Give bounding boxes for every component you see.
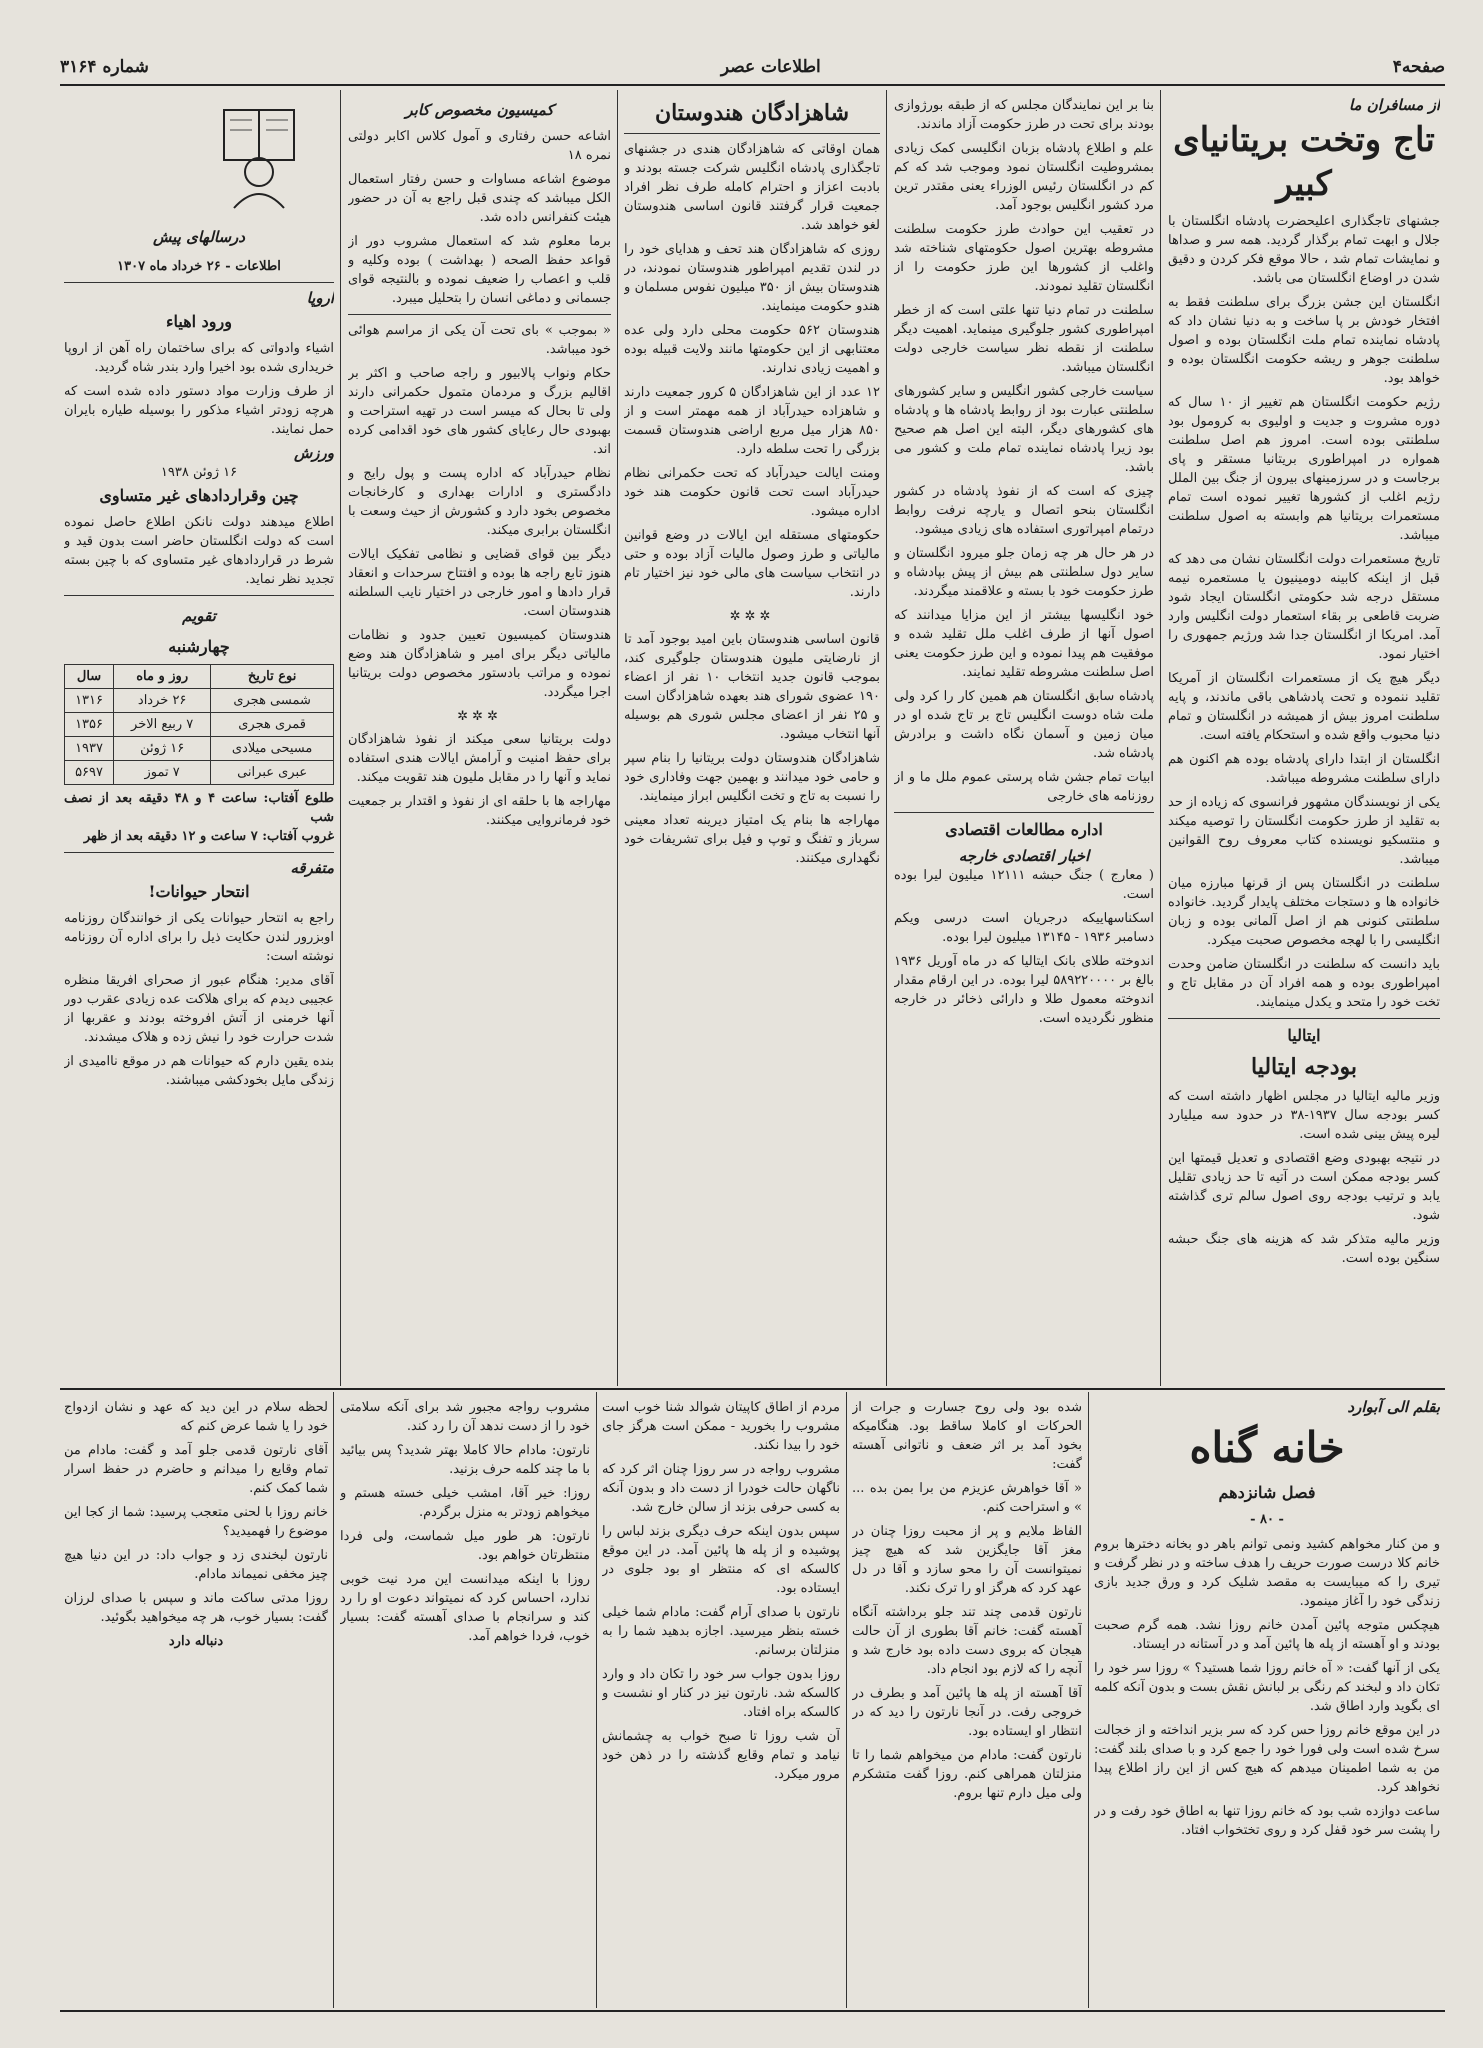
paper-name: اطلاعات عصر bbox=[720, 57, 821, 77]
paragraph: دولت بریتانیا سعی میکند از نفوذ شاهزادگان برای حفظ امنیت و آرامش ایالات هندی استفاده نماید و آنها را در مقابل ملیون هند تقویت میکند. bbox=[348, 732, 611, 785]
article-title: کمیسیون مخصوص کابر bbox=[405, 101, 554, 119]
paragraph: روزا بدون جواب سر خود را تکان داد و وارد کالسکه شد. نارتون نیز در کنار او نشست و کالسکه براه افتاد. bbox=[602, 1667, 840, 1720]
paragraph: شده بود ولی روح جسارت و جرات از الحرکات او کاملا ساقط بود. هنگامیکه بخود آمد بر اثر ضعف و ناتوانی آهسته گفت: bbox=[852, 1400, 1082, 1472]
paragraph: چیزی که است که از نفوذ پادشاه در کشور انگلستان بنحو اتصال و یارچه نرفت روابط درتمام امپراتوری استفاده های زیادی میشود. bbox=[894, 484, 1154, 537]
paragraph: مردم از اطاق کاپیتان شوالد شنا خوب است مشروب را بخورید - ممکن است هرگز جای خود را بیدا نکند. bbox=[602, 1400, 840, 1453]
column-rule bbox=[333, 1392, 334, 2008]
paragraph: حکومتهای مستقله این ایالات در وضع قوانین مالیاتی و طرز وصول مالیات آزاد بوده و حتی در انتخاب سیاست های مالی خود نیز اختیار تام دارند. bbox=[624, 528, 880, 600]
column-rule bbox=[846, 1392, 847, 2008]
calendar-title: تقویم bbox=[182, 607, 216, 625]
paragraph: تاریخ مستعمرات دولت انگلستان نشان می دهد که قبل از اینکه کابینه دومینیون یا مستعمره نیمه مستقل درجه شد حکومتی انگلستان ایجاد شود ضربت قاطعی بر بقاء استعمار دولت انگلیس وارد آمد. امریکا از انگلستان جدا شد ورژیم جمهوری را اختیار نمود. bbox=[1168, 552, 1440, 662]
paragraph: ساعت دوازده شب بود که خانم روزا تنها به اطاق خود رفت و در را پشت سر خود قفل کرد و روی تختخواب افتاد. bbox=[1094, 1804, 1440, 1838]
divider bbox=[64, 595, 334, 596]
column-rule bbox=[1088, 1392, 1089, 2008]
paragraph: حکام ونواب پالابیور و راجه صاحب و اکثر بر اقالیم بزرگ و مردمان متمول حکمرانی دارند ولی تا بحال که میسر است در تهیه استراحت و بهبودی حال رعایای کشور های خود اقدامی کرده اند. bbox=[348, 366, 611, 457]
section-label: ایتالیا bbox=[1287, 1026, 1321, 1045]
table-cell: ۱۶ ژوئن bbox=[114, 737, 211, 761]
paragraph: پادشاه سابق انگلستان هم همین کار را کرد ولی ملت شاه دوست انگلیس تاج بر تاج شده او در میان زمین و آسمان نگاه داشت و برادرش پادشاه شد. bbox=[894, 689, 1154, 761]
article-kicker: از مسافران ما bbox=[1348, 96, 1440, 114]
paragraph: آقا آهسته از پله ها پائین آمد و بطرف در خروجی رفت. در آنجا نارتون را دید که در انتظار او ایستاده بود. bbox=[852, 1686, 1082, 1739]
italy-budget-title: بودجه ایتالیا bbox=[1251, 1054, 1357, 1080]
table-row bbox=[65, 737, 334, 761]
subhead: ورزش bbox=[293, 444, 334, 462]
article-title: تاج وتخت بریتانیای کبیر bbox=[1173, 120, 1435, 204]
divider bbox=[1168, 1018, 1440, 1019]
section-divider bbox=[60, 1388, 1445, 1390]
table-cell: ۲۶ خرداد bbox=[114, 689, 211, 713]
section-label: درسالهای پیش bbox=[153, 228, 245, 246]
paragraph: ومنت ایالت حیدرآباد که تحت حکمرانی نظام حیدرآباد است تحت قانون حکومت هند خود اداره میشود. bbox=[624, 466, 880, 519]
paragraph: نارتون قدمی چند تند جلو برداشته آنگاه آهسته گفت: خانم آقا بطوری از آن حالت هیجان که بروی دست داده بود خارج شد و آنچه را که لازم بود انجام داد. bbox=[852, 1605, 1082, 1677]
article-continuation bbox=[894, 96, 1154, 1380]
column-rule bbox=[886, 90, 887, 1386]
paragraph: مشروب رواجه در سر روزا چنان اثر کرد که ناگهان حالت خودرا از دست داد و بدون آنکه به کسی حرفی بزند از سالن خارج شد. bbox=[602, 1462, 840, 1515]
econ-subtitle: اخبار اقتصادی خارجه bbox=[958, 847, 1090, 865]
paragraph: در تعقیب این حوادث طرز حکومت سلطنت مشروطه بهترین اصول حکومتهای شناخته شد واغلب از کشورها این طرز حکومت را از انگلستان تقلید نمودند. bbox=[894, 222, 1154, 294]
byline: بقلم الی آبوارد bbox=[1347, 1398, 1440, 1416]
bottom-rule bbox=[60, 2010, 1445, 2012]
paragraph: قانون اساسی هندوستان باین امید بوجود آمد تا از نارضایتی ملیون هندوستان جلوگیری کند، بموجب قانون جدید انتخاب ۱۰ نفر از اعضاء ۱۹۰ عضوی شورای هند بعهده شاهزادگان است و ۲۵ نفر از اعضای مجلس شوری هم بوسیله آنها انتخاب میشود. bbox=[624, 632, 880, 742]
paragraph: اندوخته طلای بانک ایتالیا که در ماه آوریل ۱۹۳۶ بالغ بر ۵۸۹۲۲۰۰۰۰ لیرا بوده. در این ارقام مقدار اندوخته معمول طلا و دارائی ذخائر در خارجه منظور نگردیده است. bbox=[894, 954, 1154, 1026]
paragraph: انگلستان از ابتدا دارای پادشاه بوده هم اکنون هم دارای سلطنت مشروطه میباشد. bbox=[1168, 752, 1440, 786]
paragraph: نظام حیدرآباد که اداره پست و پول رایج و دادگستری و ادارات بهداری و کارخانجات مخصوص بخود دارد و کشورش از حیث وسعت با انگلستان برابری میکند. bbox=[348, 466, 611, 538]
paragraph: بنده یقین دارم که حیوانات هم در موقع ناامیدی از زندگی مایل بخودکشی میباشند. bbox=[64, 1054, 334, 1088]
paragraph: روزا مدتی ساکت ماند و سپس با صدای لرزان گفت: بسیار خوب، هر چه میخواهید بگوئید. bbox=[64, 1591, 328, 1625]
table-cell: عبری عبرانی bbox=[211, 761, 334, 785]
subhead: اروپا bbox=[306, 289, 334, 307]
paragraph: نارتون: هر طور میل شماست، ولی فردا منتظرتان خواهم بود. bbox=[340, 1529, 590, 1563]
sidebar-years-ago bbox=[64, 96, 334, 1380]
table-header: سال bbox=[65, 665, 114, 689]
paragraph: نارتون لبخندی زد و جواب داد: در این دنیا هیچ چیز مخفی نمیماند مادام. bbox=[64, 1548, 328, 1582]
article-adult-class bbox=[348, 96, 611, 1380]
article-crown-throne bbox=[1168, 96, 1440, 1380]
serial-story-col5 bbox=[64, 1398, 328, 2004]
dateline: اطلاعات - ۲۶ خرداد ماه ۱۳۰۷ bbox=[117, 259, 281, 274]
paragraph: دیگر بین قوای قضایی و نظامی تفکیک ایالات هنوز تابع راجه ها بوده و افتتاح سرحدات و انعقاد قرار دادها و امور خارجی در اختیار نایب السلطنه هندوستان است. bbox=[348, 547, 611, 619]
ornament: ✲✲✲ bbox=[457, 709, 502, 724]
table-row bbox=[65, 713, 334, 737]
column-rule bbox=[596, 1392, 597, 2008]
divider bbox=[64, 282, 334, 283]
paragraph: سلطنت در تمام دنیا تنها علتی است که از خطر امپراطوری کشور جلوگیری مینماید. اهمیت دیگر سلطنت از نقطه نظر سیاست خارجی دولت انگلستان میباشد. bbox=[894, 303, 1154, 375]
paragraph: مهاراجه ها با حلقه ای از نفوذ و اقتدار بر جمعیت خود فرمانروایی میکنند. bbox=[348, 794, 611, 828]
paragraph: « آقا خواهرش عزیزم من برا بمن بده ... » و استراحت کنم. bbox=[852, 1481, 1082, 1515]
paragraph: آن شب روزا تا صبح خواب به چشمانش نیامد و تمام وقایع گذشته را در ذهن خود مرور میکرد. bbox=[602, 1729, 840, 1782]
paragraph: باید دانست که سلطنت در انگلستان ضامن وحدت امپراطوری بوده و همه افراد آن در مقابل تاج و تخت خود را متحد و یکدل مینمایند. bbox=[1168, 957, 1440, 1010]
page-number: صفحه۴ bbox=[1392, 57, 1445, 77]
calendar-table bbox=[64, 664, 334, 785]
paragraph: « بموجب » بای تحت آن یکی از مراسم هوائی خود میباشد. bbox=[348, 323, 611, 357]
paragraph: آقای مدیر: هنگام عبور از صحرای افریقا منظره عجیبی دیدم که برای هلاکت عده زیادی عقرب دور آنها خرمنی از آتش افروخته بودند و عقربها از شدت حرارت خود را نیش زده و هلاک میشدند. bbox=[64, 973, 334, 1045]
table-header: روز و ماه bbox=[114, 665, 211, 689]
ornament: ✲✲✲ bbox=[729, 609, 775, 624]
table-cell: ۷ تموز bbox=[114, 761, 211, 785]
divider bbox=[64, 852, 334, 853]
serial-title: خانه گناه bbox=[1189, 1423, 1345, 1472]
entry-title: انتحار حیوانات! bbox=[148, 882, 250, 901]
paragraph: نارتون با صدای آرام گفت: مادام شما خیلی خسته بنظر میرسید. اجازه بدهید شما را به منزلتان برسانم. bbox=[602, 1605, 840, 1658]
paragraph: روزا با اینکه میدانست این مرد نیت خوبی ندارد، احساس کرد که نمیتواند دعوت او را رد کند و سرانجام با صدای آهسته گفت: بسیار خوب، فردا خواهم آمد. bbox=[340, 1572, 590, 1644]
paragraph: لحظه سلام در این دید که عهد و نشان ازدواج خود را یا شما عرض کنم که bbox=[64, 1400, 328, 1434]
paragraph: روزی که شاهزادگان هند تحف و هدایای خود را در لندن تقدیم امپراطور هندوستان نمودند، در هندوستان بیش از ۳۵۰ میلیون نفوس مسلمان و هندو حکومت مینمایند. bbox=[624, 242, 880, 314]
serial-story-col2 bbox=[852, 1398, 1082, 2004]
paragraph: خود انگلیسها بیشتر از این مزایا میدانند که اصول آنها از طرف اغلب ملل تقلید شده و موفقیت هم پیدا نموده و این طرز حکومت یعنی اصل سلطنت مشروطه تقلید نمایند. bbox=[894, 608, 1154, 680]
paragraph: آقای نارتون قدمی جلو آمد و گفت: مادام من تمام وقایع را میدانم و حاضرم در حفظ اسرار شما کمک کنم. bbox=[64, 1443, 328, 1496]
calendar-day: چهارشنبه bbox=[168, 637, 230, 656]
divider bbox=[348, 314, 611, 315]
paragraph: وزیر مالیه ایتالیا در مجلس اظهار داشته است که کسر بودجه سال ۱۹۳۷-۳۸ در حدود سه میلیارد لیره پیش بینی شده است. bbox=[1168, 1089, 1440, 1142]
table-cell: ۷ ربیع الاخر bbox=[114, 713, 211, 737]
divider bbox=[624, 133, 880, 134]
table-cell: شمسی هجری bbox=[211, 689, 334, 713]
serial-story-col3 bbox=[602, 1398, 840, 2004]
serial-story-main bbox=[1094, 1398, 1440, 2004]
paragraph: در هر حال هر چه زمان جلو میرود انگلستان و سایر دول سلطنتی هم بیش از پیش بپادشاه و طرز حکومت خود با بسته و علاقمند میگردند. bbox=[894, 546, 1154, 599]
paragraph: خانم روزا با لحنی متعجب پرسید: شما از کجا این موضوع را فهمیدید؟ bbox=[64, 1505, 328, 1539]
paragraph: جشنهای تاجگذاری اعلیحضرت پادشاه انگلستان با جلال و ابهت تمام برگذار گردید. همه سر و صداها و نمایشات تمام شد ، حالا موقع فکر کردن و دقیق شدن در اوضاع انگلستان می باشد. bbox=[1168, 214, 1440, 286]
paragraph: موضوع اشاعه مساوات و حسن رفتار استعمال الکل میباشد که چندی قبل راجع به آن در حضور هیئت کنفرانس داده شد. bbox=[348, 172, 611, 225]
column-rule bbox=[617, 90, 618, 1386]
serial-part: - ۸۰ - bbox=[1250, 1512, 1284, 1527]
paragraph: هیچکس متوجه پائین آمدن خانم روزا نشد. همه گرم صحبت بودند و او آهسته از پله ها پائین آمد و در آستانه در ایستاد. bbox=[1094, 1618, 1440, 1652]
paragraph: هندوستان کمیسیون تعیین جدود و نظامات مالیاتی دیگر برای امیر و شاهزادگان هند وضع نموده و مراتب بادستور مخصوص دولت بریتانیا اجرا میگردد. bbox=[348, 628, 611, 700]
paragraph: سلطنت در انگلستان پس از قرنها مبارزه میان خانواده ها و دستجات مختلف پایدار گردید. خانواده سلطنتی کنونی هم از اصل آلمانی بوده و زبان انگلیسی را با لهجه مخصوص صحبت میکرد. bbox=[1168, 876, 1440, 948]
paragraph: سیاست خارجی کشور انگلیس و سایر کشورهای سلطنتی عبارت بود از روابط پادشاه ها و پادشاه های کشورهای دیگر، البته این اصل هم صحیح بود زیرا پادشاه نماینده تمام ملت و کشور می باشد. bbox=[894, 384, 1154, 475]
table-cell: ۱۳۵۶ bbox=[65, 713, 114, 737]
paragraph: نارتون: مادام حالا کاملا بهتر شدید؟ پس بیائید با ما چند کلمه حرف بزنید. bbox=[340, 1443, 590, 1477]
column-rule bbox=[340, 90, 341, 1386]
paragraph: مشروب رواجه مجبور شد برای آنکه سلامتی خود را از دست ندهد آن را رد کند. bbox=[340, 1400, 590, 1434]
table-cell: ۵۶۹۷ bbox=[65, 761, 114, 785]
paragraph: در این موقع خانم روزا حس کرد که سر بزیر انداخته و از خجالت سرخ شده است ولی فورا خود را جمع کرد و با صدای بلند گفت: من به شما اطمینان میدهم که هیچ کس از این راز اطلاع پیدا نخواهد کرد. bbox=[1094, 1723, 1440, 1795]
to-be-continued: دنباله دارد bbox=[168, 1634, 224, 1649]
sunset-time: غروب آفتاب: ۷ ساعت و ۱۲ دقیقه بعد از ظهر bbox=[83, 829, 334, 844]
paragraph: مهاراجه ها بنام یک امتیاز دیرینه تعداد معینی سرباز و تفنگ و توپ و فیل برای تشریفات خود نگهداری میکنند. bbox=[624, 813, 880, 866]
paragraph: ابیات تمام جشن شاه پرستی عموم ملل ما و از روزنامه های خارجی bbox=[894, 770, 1154, 804]
subhead: متفرقه bbox=[290, 859, 334, 877]
entry-title: چین وقراردادهای غیر متساوی bbox=[99, 486, 299, 505]
serial-chapter: فصل شانزدهم bbox=[1218, 1483, 1316, 1502]
article-indian-princes bbox=[624, 96, 880, 1380]
column-rule bbox=[1160, 90, 1161, 1386]
paragraph: اسکناسهاییکه درجریان است درسی ویکم دسامبر ۱۹۳۶ - ۱۳۱۴۵ میلیون لیرا بوده. bbox=[894, 911, 1154, 945]
paragraph: راجع به انتحار حیوانات یکی از خوانندگان روزنامه اوبزرور لندن حکایت ذیل را برای اداره آن روزنامه نوشته است: bbox=[64, 911, 334, 964]
table-cell: مسیحی میلادی bbox=[211, 737, 334, 761]
paragraph: رژیم حکومت انگلستان هم تغییر از ۱۰ سال که دوره مشروت و جدیت و اولیوی به کرومول بود سلطنتی بوده است. امروز هم اصل سلطنت همواره در امپراطوری بریتانیا مستقر و پای برجاست و در سرزمینهای بیرون از جنگ بین الملل رژیم اغلب از کشورها تغییر نموده است تمام مستعمرات بریتانیا هم وابسته به اصول سلطنت میباشد. bbox=[1168, 395, 1440, 543]
econ-office-title: اداره مطالعات اقتصادی bbox=[945, 820, 1103, 839]
serial-story-col4 bbox=[340, 1398, 590, 2004]
paragraph: اطلاع میدهند دولت نانکن اطلاع حاصل نموده است که دولت انگلستان حاضر است بدون قید و شرط در قراردادهای غیر متساوی که با چین بسته تجدید نظر نماید. bbox=[64, 515, 334, 587]
paragraph: برما معلوم شد که استعمال مشروب دور از قواعد حفظ الصحه ( بهداشت ) بوده وکلیه و قلب و اعصاب را ضعیف نموده و بالنتیجه قوای جسمانی و دماغی انسان را بتحلیل میبرد. bbox=[348, 234, 611, 306]
table-row bbox=[65, 761, 334, 785]
issue-number: شماره ۳۱۶۴ bbox=[60, 57, 149, 77]
paragraph: بنا بر این نمایندگان مجلس که از طبقه بورژوازی بودند برای تحت در طرز حکومت آزاد ماندند. bbox=[894, 98, 1154, 132]
paragraph: الفاظ ملایم و پر از محبت روزا چنان در مغز آقا جایگزین شد که هیچ چیز نمیتوانست آن را محو سازد و آقا در دل عهد کرد که هرگز او را ترک نکند. bbox=[852, 1524, 1082, 1596]
paragraph: یکی از نویسندگان مشهور فرانسوی که زیاده از حد به تقلید از طرز حکومت انگلستان را توصیه میکند و منتسکیو نویسنده کتاب معروف روح القوانین میباشد. bbox=[1168, 795, 1440, 867]
table-cell: ۱۹۳۷ bbox=[65, 737, 114, 761]
paragraph: دیگر هیچ یک از مستعمرات انگلستان از آمریکا تقلید ننموده و تحت پادشاهی باقی ماندند، و پایه سلطنت امروز بیش از همیشه در انگلستان و تمام دنیا محبوب واقع شده و استحکام یافته است. bbox=[1168, 671, 1440, 743]
table-cell: ۱۳۱۶ bbox=[65, 689, 114, 713]
paragraph: ( معارج ) جنگ حبشه ۱۲۱۱۱ میلیون لیرا بوده است. bbox=[894, 868, 1154, 902]
masthead-rule bbox=[60, 84, 1445, 86]
paragraph: روزا: خیر آقا، امشب خیلی خسته هستم و میخواهم زودتر به منزل برگردم. bbox=[340, 1486, 590, 1520]
paragraph: علم و اطلاع پادشاه بزبان انگلیسی کمک زیادی بمشروطیت انگلستان نمود وموجب شد که کم کم در انگلستان رئیس الوزراء یعنی مقتدر ترین مرد کشور انگلیس بوجود آمد. bbox=[894, 141, 1154, 213]
table-row bbox=[65, 689, 334, 713]
paragraph: شاهزادگان هندوستان دولت بریتانیا را بنام سپر و حامی خود میدانند و بهمین جهت وفاداری خود را نسبت به تاج و تخت انگلیس ابراز مینمایند. bbox=[624, 751, 880, 804]
masthead bbox=[60, 56, 1445, 78]
paragraph: وزیر مالیه متذکر شد که هزینه های جنگ حبشه سنگین بوده است. bbox=[1168, 1232, 1440, 1266]
paragraph: سپس بدون اینکه حرف دیگری بزند لباس را پوشیده و از پله ها پائین آمد. در این موقع کالسکه ای که منتظر او بود جلوی در ایستاده بود. bbox=[602, 1524, 840, 1596]
paragraph: و من کنار مخواهم کشید ونمی توانم باهر دو بخانه دخترها بروم خانم کلا درست صورت حریف را هدف ساخته و در نظر گرفت و تیری را که میبایست به مقصد شلیک کرد و ورق جدید بازی زندگی خود را آغاز مینمود. bbox=[1094, 1537, 1440, 1609]
paragraph: انگلستان این جشن بزرگ برای سلطنت فقط به افتخار خودش بر پا ساخت و به دنیا نشان داد که پادشاه نماینده تمام ملت انگلستان بوده و اصول سلطنت جوهر و ریشه حکومت انگلستان بوده و خواهد بود. bbox=[1168, 295, 1440, 386]
paragraph: هندوستان ۵۶۲ حکومت محلی دارد ولی عده معتنابهی از این حکومتها مانند ولایت قبیله بوده و اهمیت زیادی ندارند. bbox=[624, 323, 880, 376]
sunrise-time: طلوع آفتاب: ساعت ۴ و ۴۸ دقیقه بعد از نصف شب bbox=[64, 791, 334, 825]
table-cell: قمری هجری bbox=[211, 713, 334, 737]
paragraph: نارتون گفت: مادام من میخواهم شما را تا منزلتان همراهی کنم. روزا گفت متشکرم ولی میل دارم تنها بروم. bbox=[852, 1748, 1082, 1801]
paragraph: اشیاء وادواتی که برای ساختمان راه آهن از اروپا خریداری شده بود اخیرا وارد بندر شاه گردید. bbox=[64, 341, 334, 375]
reader-illustration-icon bbox=[184, 100, 334, 210]
entry-title: ورود اهیاء bbox=[166, 312, 232, 331]
table-header: نوع تاریخ bbox=[211, 665, 334, 689]
paragraph: ۱۲ عدد از این شاهزادگان ۵ کرور جمعیت دارند و شاهزاده حیدرآباد از همه مهمتر است و از ۸۵۰ هزار میل مربع اراضی هندوستان قسمت بزرگی را تحت سلطه دارد. bbox=[624, 385, 880, 457]
paragraph: همان اوقاتی که شاهزادگان هندی در جشنهای تاجگذاری پادشاه انگلیس شرکت جسته بودند و بادبت اعزاز و احترام کامله طرف نظر افراد جمعیت قرار گرفتند قانون اساسی هندوستان لغو خواهد شد. bbox=[624, 142, 880, 233]
divider bbox=[894, 812, 1154, 813]
paragraph: در نتیجه بهبودی وضع اقتصادی و تعدیل قیمتها این کسر بودجه ممکن است در آتیه تا حد زیادی تقلیل یابد و ترتیب بودجه روی اصول سالم تری گذاشته شود. bbox=[1168, 1151, 1440, 1223]
paragraph: اشاعه حسن رفتاری و آمول کلاس اکابر دولتی نمره ۱۸ bbox=[348, 129, 611, 163]
entry-date: ۱۶ ژوئن ۱۹۳۸ bbox=[160, 465, 238, 480]
article-title: شاهزادگان هندوستان bbox=[654, 100, 850, 126]
paragraph: از طرف وزارت مواد دستور داده شده است که هرچه زودتر اشیاء مذکور را بوسیله طیاره بایران حمل نمایند. bbox=[64, 384, 334, 437]
paragraph: یکی از آنها گفت: « آه خانم روزا شما هستید؟ » روزا سر خود را تکان داد و لبخند کم رنگی بر لبانش نقش بست و بدون آنکه کلمه ای بگوید وارد اطاق شد. bbox=[1094, 1661, 1440, 1714]
